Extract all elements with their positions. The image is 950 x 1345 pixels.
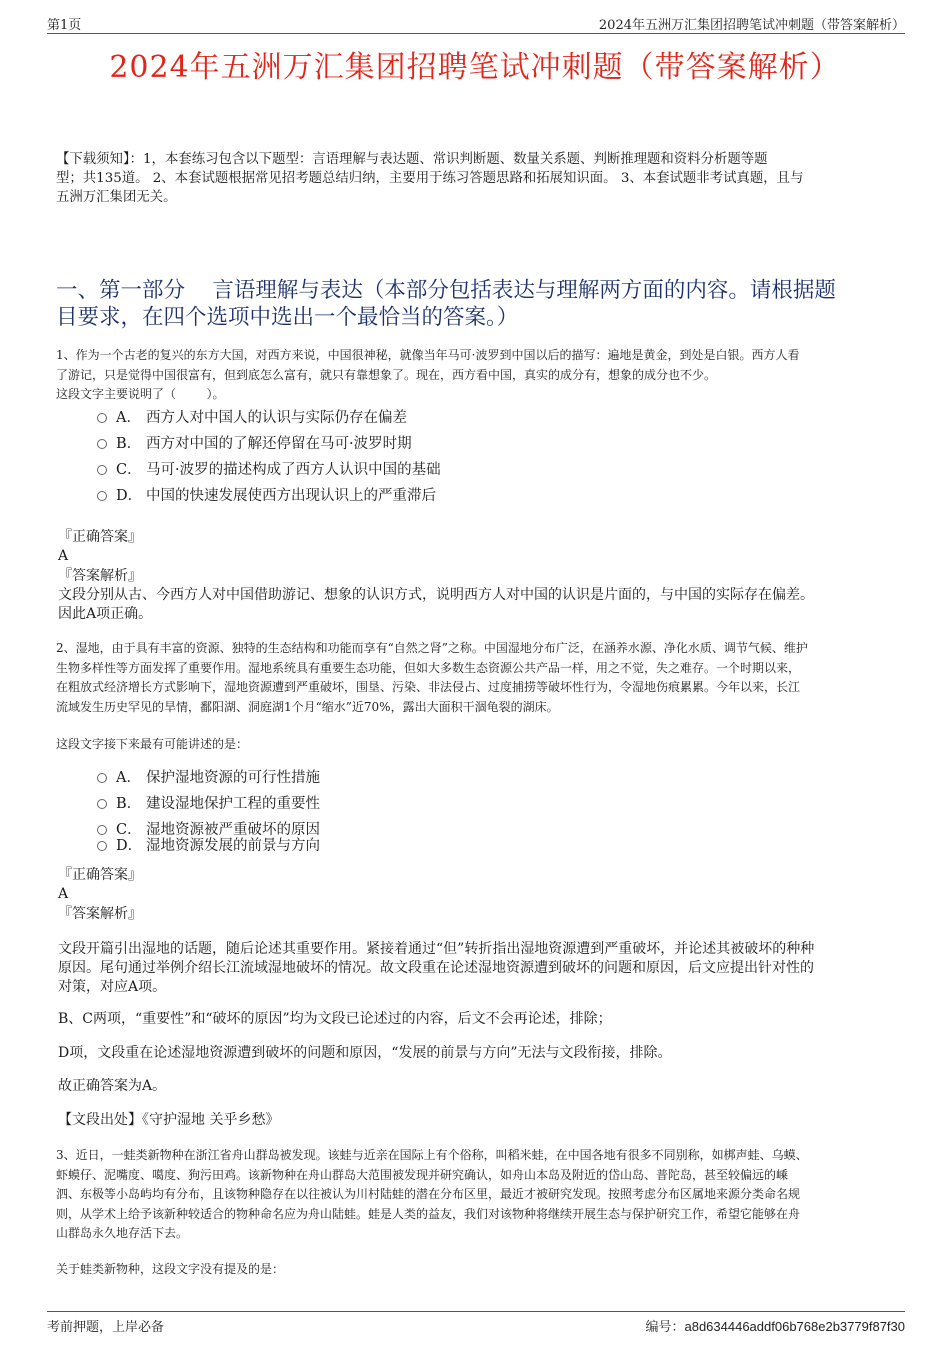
q3-question: 关于蛙类新物种，这段文字没有提及的是： — [56, 1262, 285, 1276]
stem-line: 流域发生历史罕见的旱情，鄱阳湖、洞庭湖1个月“缩水”近70%，露出大面积干涸龟裂的湖床。 — [56, 699, 559, 714]
q1-analysis — [58, 586, 908, 624]
notice-line: 五洲万汇集团无关。 — [56, 190, 177, 205]
q2-analysis-label: 『答案解析』 — [58, 906, 142, 922]
header-rule — [47, 33, 905, 34]
stem-line: 虾蟆仔、泥嘴度、噶度、狗污田鸡。该新物种在舟山群岛大范围被发现并研究确认，如舟山本岛及附近的岱山岛、普陀岛，甚至较偏远的嵊 — [56, 1167, 789, 1182]
download-notice — [56, 150, 906, 207]
page-number: 第1页 — [47, 18, 82, 33]
radio-icon[interactable] — [97, 465, 107, 475]
q2-option-d[interactable]: D． 湿地资源发展的前景与方向 — [97, 837, 320, 856]
q2-conclusion: 故正确答案为A。 — [58, 1078, 167, 1094]
q2-analysis-bc: B、C两项，“重要性”和“破坏的原因”均为文段已论述过的内容，后文不会再论述，排除； — [58, 1011, 612, 1027]
q2-answer-label: 『正确答案』 — [58, 867, 142, 883]
footer-slogan: 考前押题，上岸必备 — [47, 1320, 165, 1335]
page-title: 2024年五洲万汇集团招聘笔试冲刺题（带答案解析） — [109, 50, 841, 85]
q1-option-c[interactable]: C． 马可·波罗的描述构成了西方人认识中国的基础 — [97, 461, 441, 480]
section-heading-line: 目要求，在四个选项中选出一个最恰当的答案。） — [56, 305, 519, 330]
stem-line: 3、近日，一蛙类新物种在浙江省舟山群岛被发现。该蛙与近亲在国际上有个俗称，叫稻米蛙，在中国各地有很多不同别称，如梆声蛙、乌蟆、 — [56, 1148, 808, 1162]
section-heading-line: 一、第一部分 言语理解与表达（本部分包括表达与理解两方面的内容。请根据题 — [56, 278, 836, 303]
radio-icon[interactable] — [97, 799, 107, 809]
footer-rule — [47, 1311, 905, 1312]
stem-line: 这段文字主要说明了（ ）。 — [56, 387, 225, 401]
stem-line: 则，从学术上给予该新种较适合的物种命名应为舟山陆蛙。蛙是人类的益友，我们对该物种将继续开展生态与保护研究工作，希望它能够在舟 — [56, 1206, 801, 1221]
q2-option-a[interactable]: A． 保护湿地资源的可行性措施 — [97, 769, 320, 788]
q1-option-a[interactable]: A． 西方人对中国人的认识与实际仍存在偏差 — [97, 409, 407, 428]
analysis-line: 文段开篇引出湿地的话题，随后论述其重要作用。紧接着通过“但”转折指出湿地资源遭到严重破坏，并论述其被破坏的种种 — [58, 941, 815, 957]
q2-option-c[interactable]: C． 湿地资源被严重破坏的原因 — [97, 821, 320, 840]
q2-option-b[interactable]: B． 建设湿地保护工程的重要性 — [97, 795, 320, 814]
analysis-line: 文段分别从古、今西方人对中国借助游记、想象的认识方式，说明西方人对中国的认识是片面的，与中国的实际存在偏差。 — [58, 587, 814, 603]
stem-line: 1、作为一个古老的复兴的东方大国，对西方来说，中国很神秘，就像当年马可·波罗到中国以后的描写：遍地是黄金，到处是白银。西方人看 — [56, 348, 800, 362]
q2-analysis — [58, 940, 908, 997]
stem-line: 山群岛永久地存活下去。 — [56, 1226, 189, 1240]
stem-line: 2、湿地，由于具有丰富的资源、独特的生态结构和功能而享有“自然之肾”之称。中国湿地分布广泛，在涵养水源、净化水质、调节气候、维护 — [56, 641, 808, 655]
q1-option-b[interactable]: B． 西方对中国的了解还停留在马可·波罗时期 — [97, 435, 412, 454]
header-doc-title: 2024年五洲万汇集团招聘笔试冲刺题（带答案解析） — [598, 18, 905, 33]
q2-question: 这段文字接下来最有可能讲述的是： — [56, 737, 249, 751]
notice-line: 【下载须知】：1，本套练习包含以下题型：言语理解与表达题、常识判断题、数量关系题、判断推理题和资料分析题等题 — [56, 152, 768, 167]
notice-line: 型；共135道。 2、本套试题根据常见招考题总结归纳，主要用于练习答题思路和拓展知识面。 3、本套试题非考试真题，且与 — [56, 171, 804, 186]
q1-analysis-label: 『答案解析』 — [58, 568, 142, 584]
radio-icon[interactable] — [97, 841, 107, 851]
radio-icon[interactable] — [97, 439, 107, 449]
stem-line: 在粗放式经济增长方式影响下，湿地资源遭到严重破坏，围垦、污染、非法侵占、过度捕捞等破坏性行为，令湿地伤痕累累。今年以来，长江 — [56, 680, 801, 694]
radio-icon[interactable] — [97, 491, 107, 501]
q2-source: 【文段出处】《守护湿地 关乎乡愁》 — [58, 1112, 280, 1128]
radio-icon[interactable] — [97, 413, 107, 423]
stem-line: 了游记，只是觉得中国很富有，但到底怎么富有，就只有靠想象了。现在，西方看中国，真实的成分有，想象的成分也不少。 — [56, 367, 717, 382]
q1-answer-label: 『正确答案』 — [58, 529, 142, 545]
analysis-line: 因此A项正确。 — [58, 606, 153, 622]
q1-option-d[interactable]: D． 中国的快速发展使西方出现认识上的严重滞后 — [97, 487, 436, 506]
stem-line: 生物多样性等方面发挥了重要作用。湿地系统具有重要生态功能，但如大多数生态资源公共产品一样，用之不觉，失之难存。一个时期以来， — [56, 660, 801, 675]
question-3-stem — [56, 1146, 916, 1244]
question-1-stem — [56, 346, 916, 405]
q1-answer: A — [58, 548, 69, 564]
stem-line: 泗、东极等小岛屿均有分布，且该物种隐存在以往被认为川村陆蛙的潜在分布区里，最近才被研究发现。按照考虑分布区属地来源分类命名规 — [56, 1187, 801, 1201]
question-2-stem — [56, 639, 916, 717]
q2-answer: A — [58, 886, 69, 902]
analysis-line: 原因。尾句通过举例介绍长江流域湿地破坏的情况。故文段重在论述湿地资源遭到破坏的问题和原因，后文应提出针对性的 — [58, 960, 814, 976]
radio-icon[interactable] — [97, 773, 107, 783]
q2-analysis-d: D项，文段重在论述湿地资源遭到破坏的问题和原因，“发展的前景与方向”无法与文段衔接，排除。 — [58, 1045, 672, 1061]
section-heading — [56, 277, 916, 331]
radio-icon[interactable] — [97, 825, 107, 835]
footer-code: 编号：a8d634446addf06b768e2b3779f87f30 — [645, 1319, 905, 1335]
analysis-line: 对策，对应A项。 — [58, 979, 167, 995]
